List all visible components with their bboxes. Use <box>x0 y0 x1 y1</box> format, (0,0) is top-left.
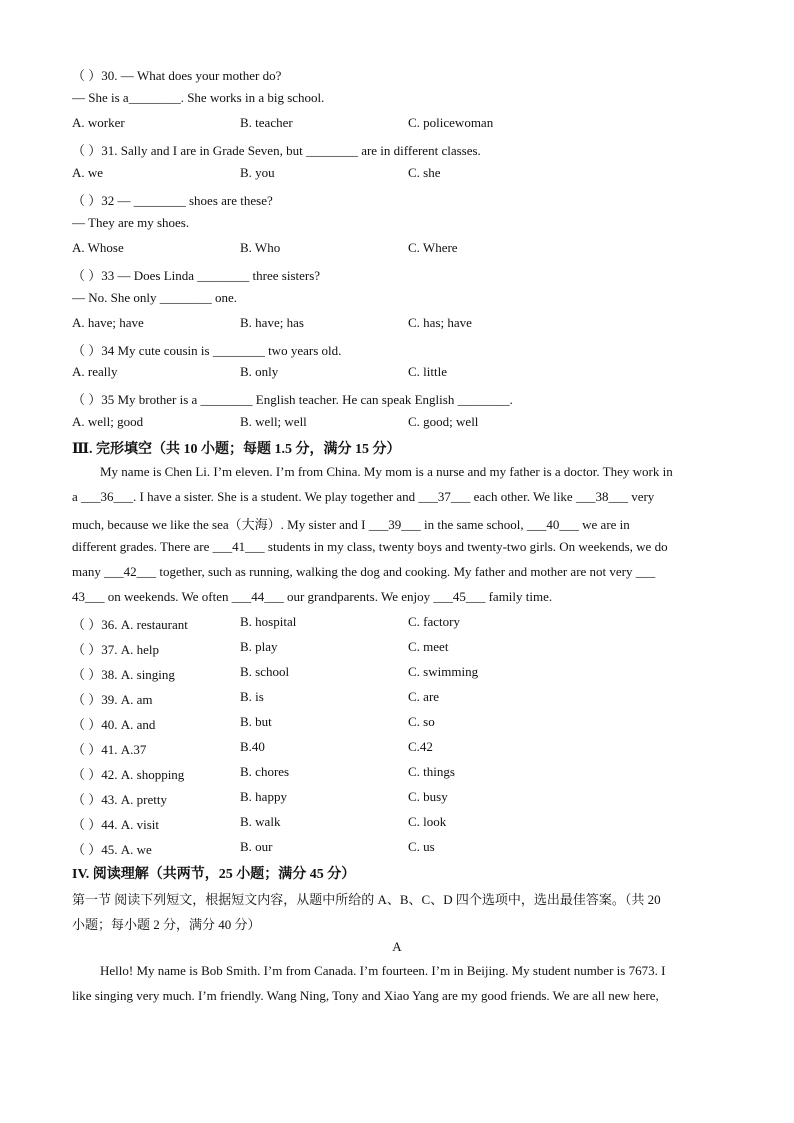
question-43-option-c: C. busy <box>408 789 448 804</box>
question-32-option-b: B. Who <box>240 240 281 255</box>
question-30-option-a: A. worker <box>72 115 125 130</box>
question-31-option-b: B. you <box>240 165 275 180</box>
question-33-reply: — No. She only ________ one. <box>72 290 238 305</box>
question-34-option-b: B. only <box>240 364 279 379</box>
question-45-option-b: B. our <box>240 839 273 854</box>
cloze-line-3: much, because we like the sea（大海）. My sister and I ___39___ in the same school, ___40___ we are in <box>72 517 630 532</box>
question-44-stem: （ ）44. A. visit <box>72 817 160 832</box>
question-40-option-c: C. so <box>408 714 435 729</box>
question-30-reply: — She is a________. She works in a big school. <box>72 90 325 105</box>
passage-line-2: like singing very much. I’m friendly. Wang Ning, Tony and Xiao Yang are my good friends. We are all new here, <box>72 988 659 1003</box>
question-34-stem: （ ）34 My cute cousin is ________ two years old. <box>72 343 342 358</box>
question-42-option-c: C. things <box>408 764 455 779</box>
question-32-option-a: A. Whose <box>72 240 124 255</box>
question-36-option-c: C. factory <box>408 614 460 629</box>
cloze-line-5: many ___42___ together, such as running, walking the dog and cooking. My father and mother are not very ___ <box>72 564 656 579</box>
question-38-option-b: B. school <box>240 664 290 679</box>
passage-label: A <box>392 939 402 954</box>
question-37-option-c: C. meet <box>408 639 449 654</box>
question-45-stem: （ ）45. A. we <box>72 842 152 857</box>
question-42-option-b: B. chores <box>240 764 290 779</box>
question-32-option-c: C. Where <box>408 240 458 255</box>
question-35-option-a: A. well; good <box>72 414 144 429</box>
question-33-stem: （ ）33 — Does Linda ________ three sisters? <box>72 268 321 283</box>
cloze-line-2: a ___36___. I have a sister. She is a student. We play together and ___37___ each other. We like ___38___ very <box>72 489 655 504</box>
question-31-option-a: A. we <box>72 165 104 180</box>
question-32-reply: — They are my shoes. <box>72 215 190 230</box>
question-43-option-b: B. happy <box>240 789 287 804</box>
question-30-option-b: B. teacher <box>240 115 293 130</box>
question-35-stem: （ ）35 My brother is a ________ English teacher. He can speak English ________. <box>72 392 513 407</box>
section-4-instruction-line-1: 第一节 阅读下列短文，根据短文内容，从题中所给的 A、B、C、D 四个选项中，选出最佳答案。（共 20 <box>72 892 661 907</box>
question-44-option-c: C. look <box>408 814 447 829</box>
question-34-option-c: C. little <box>408 364 447 379</box>
question-41-option-b: B.40 <box>240 739 265 754</box>
question-37-stem: （ ）37. A. help <box>72 642 160 657</box>
question-36-stem: （ ）36. A. restaurant <box>72 617 188 632</box>
question-32-stem: （ ）32 — ________ shoes are these? <box>72 193 273 208</box>
question-38-stem: （ ）38. A. singing <box>72 667 175 682</box>
question-33-option-c: C. has; have <box>408 315 472 330</box>
question-39-stem: （ ）39. A. am <box>72 692 153 707</box>
question-38-option-c: C. swimming <box>408 664 479 679</box>
cloze-line-4: different grades. There are ___41___ students in my class, twenty boys and twenty-two girls. On weekends, we do <box>72 539 668 554</box>
question-33-option-b: B. have; has <box>240 315 304 330</box>
question-45-option-c: C. us <box>408 839 435 854</box>
cloze-line-6: 43___ on weekends. We often ___44___ our grandparents. We enjoy ___45___ family time. <box>72 589 553 604</box>
question-30-option-c: C. policewoman <box>408 115 494 130</box>
question-44-option-b: B. walk <box>240 814 281 829</box>
question-35-option-c: C. good; well <box>408 414 479 429</box>
question-42-stem: （ ）42. A. shopping <box>72 767 185 782</box>
question-31-stem: （ ）31. Sally and I are in Grade Seven, but ________ are in different classes. <box>72 143 481 158</box>
question-37-option-b: B. play <box>240 639 278 654</box>
question-41-option-c: C.42 <box>408 739 433 754</box>
passage-line-1: Hello! My name is Bob Smith. I’m from Canada. I’m fourteen. I’m in Beijing. My student number is 7673. I <box>100 963 666 978</box>
question-35-option-b: B. well; well <box>240 414 307 429</box>
question-33-option-a: A. have; have <box>72 315 144 330</box>
question-39-option-b: B. is <box>240 689 264 704</box>
question-43-stem: （ ）43. A. pretty <box>72 792 167 807</box>
section-4-instruction-line-2: 小题；每小题 2 分，满分 40 分） <box>72 917 261 932</box>
section-4-heading: IV. 阅读理解（共两节，25 小题；满分 45 分） <box>72 867 356 882</box>
question-34-option-a: A. really <box>72 364 118 379</box>
question-39-option-c: C. are <box>408 689 440 704</box>
question-40-stem: （ ）40. A. and <box>72 717 156 732</box>
question-36-option-b: B. hospital <box>240 614 297 629</box>
question-31-option-c: C. she <box>408 165 441 180</box>
section-3-heading: Ⅲ. 完形填空（共 10 小题；每题 1.5 分，满分 15 分） <box>72 442 401 457</box>
cloze-line-1: My name is Chen Li. I’m eleven. I’m from China. My mom is a nurse and my father is a doctor. They work in <box>100 464 673 479</box>
question-41-stem: （ ）41. A.37 <box>72 742 147 757</box>
question-30-stem: （ ）30. — What does your mother do? <box>72 68 282 83</box>
question-40-option-b: B. but <box>240 714 272 729</box>
